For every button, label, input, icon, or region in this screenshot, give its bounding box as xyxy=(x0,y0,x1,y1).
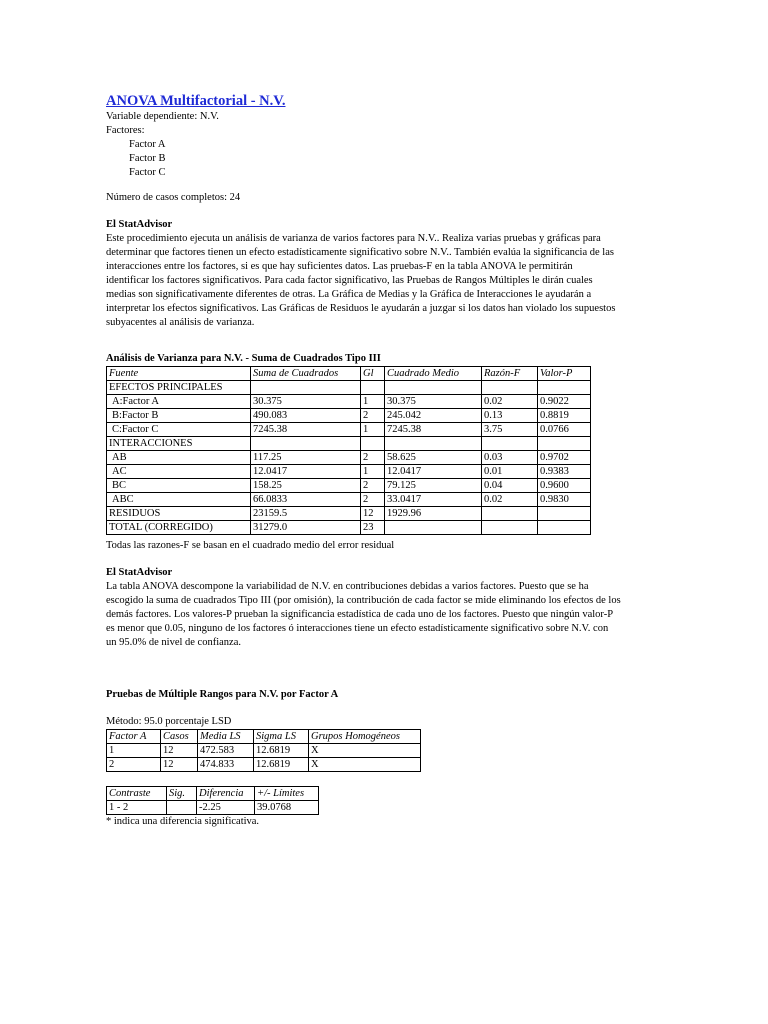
col-header: Grupos Homogéneos xyxy=(309,730,421,744)
table-cell: 30.375 xyxy=(251,395,361,409)
range-method: Método: 95.0 porcentaje LSD xyxy=(106,716,232,727)
table-cell xyxy=(482,507,538,521)
table-cell xyxy=(251,437,361,451)
table-cell xyxy=(538,381,591,395)
table-cell xyxy=(538,507,591,521)
table-cell: 3.75 xyxy=(482,423,538,437)
table-cell: 39.0768 xyxy=(255,801,319,815)
anova-note: Todas las razones-F se basan en el cuadrado medio del error residual xyxy=(106,540,395,551)
table-cell: 0.04 xyxy=(482,479,538,493)
table-cell xyxy=(385,521,482,535)
table-cell: 30.375 xyxy=(385,395,482,409)
table-cell: 12 xyxy=(161,744,198,758)
complete-cases: Número de casos completos: 24 xyxy=(106,192,241,203)
table-row xyxy=(107,744,421,758)
table-cell xyxy=(482,521,538,535)
anova-header-row xyxy=(107,367,591,381)
col-header: Gl xyxy=(361,367,385,381)
table-cell: 0.9830 xyxy=(538,493,591,507)
advisor-line: interpretar los efectos significativos. Las Gráficas de Residuos le ayudarán a juzgar si los datos han violado los supuestos xyxy=(106,303,616,314)
table-cell xyxy=(251,381,361,395)
table-cell: 2 xyxy=(361,409,385,423)
statadvisor-anova xyxy=(106,566,621,650)
table-cell: 0.0766 xyxy=(538,423,591,437)
table-cell xyxy=(538,437,591,451)
col-header: Suma de Cuadrados xyxy=(251,367,361,381)
table-cell: 33.0417 xyxy=(385,493,482,507)
table-cell xyxy=(361,437,385,451)
table-row xyxy=(107,465,591,479)
factor-item: Factor C xyxy=(129,167,166,178)
advisor-line: La tabla ANOVA descompone la variabilidad de N.V. en contribuciones debidas a varios factores. Puesto que se ha xyxy=(106,581,589,592)
dependent-variable: Variable dependiente: N.V. xyxy=(106,111,219,122)
table-cell: 0.9022 xyxy=(538,395,591,409)
table-row xyxy=(107,437,591,451)
table-cell xyxy=(167,801,197,815)
table-cell: B:Factor B xyxy=(107,409,251,423)
col-header: Diferencia xyxy=(197,787,255,801)
table-cell: 0.13 xyxy=(482,409,538,423)
col-header: Contraste xyxy=(107,787,167,801)
table-cell: 0.02 xyxy=(482,493,538,507)
range-header-row xyxy=(107,730,421,744)
table-cell: A:Factor A xyxy=(107,395,251,409)
table-cell: 12.0417 xyxy=(251,465,361,479)
table-cell: BC xyxy=(107,479,251,493)
table-cell: EFECTOS PRINCIPALES xyxy=(107,381,251,395)
range-tests-heading: Pruebas de Múltiple Rangos para N.V. por Factor A xyxy=(106,689,339,700)
table-row xyxy=(107,801,319,815)
table-cell: 117.25 xyxy=(251,451,361,465)
table-cell: 23 xyxy=(361,521,385,535)
contrast-table xyxy=(106,786,319,815)
table-cell: 2 xyxy=(361,493,385,507)
anova-table xyxy=(106,366,591,535)
table-cell: 1 xyxy=(361,423,385,437)
table-row xyxy=(107,423,591,437)
advisor-line: interacciones entre los factores, si es que hay suficientes datos. Las pruebas-F en la tabla ANOVA le permitirán xyxy=(106,261,573,272)
table-cell: 66.0833 xyxy=(251,493,361,507)
table-cell xyxy=(482,381,538,395)
contrast-header-row xyxy=(107,787,319,801)
table-cell: 31279.0 xyxy=(251,521,361,535)
table-cell: 472.583 xyxy=(198,744,254,758)
table-cell: X xyxy=(309,744,421,758)
table-cell: 12 xyxy=(161,758,198,772)
table-cell: 2 xyxy=(361,479,385,493)
factors-label: Factores: xyxy=(106,125,145,136)
table-cell: 58.625 xyxy=(385,451,482,465)
table-cell: 0.9702 xyxy=(538,451,591,465)
advisor-line: un 95.0% de nivel de confianza. xyxy=(106,637,241,648)
factor-item: Factor A xyxy=(129,139,166,150)
advisor-line: determinar que factores tienen un efecto estadísticamente significativo sobre N.V.. También evalúa la significancia de las xyxy=(106,247,614,258)
table-cell xyxy=(361,381,385,395)
col-header: Cuadrado Medio xyxy=(385,367,482,381)
table-cell: AC xyxy=(107,465,251,479)
table-cell xyxy=(482,437,538,451)
statadvisor-heading: El StatAdvisor xyxy=(106,567,173,578)
table-cell: 12.0417 xyxy=(385,465,482,479)
table-cell: RESIDUOS xyxy=(107,507,251,521)
advisor-line: subyacentes al análisis de varianza. xyxy=(106,317,255,328)
table-cell: INTERACCIONES xyxy=(107,437,251,451)
table-cell: 0.01 xyxy=(482,465,538,479)
table-cell: 1929.96 xyxy=(385,507,482,521)
table-cell: 79.125 xyxy=(385,479,482,493)
table-cell: 0.8819 xyxy=(538,409,591,423)
range-note: * indica una diferencia significativa. xyxy=(106,816,260,827)
anova-caption: Análisis de Varianza para N.V. - Suma de Cuadrados Tipo III xyxy=(106,353,381,364)
table-cell: 474.833 xyxy=(198,758,254,772)
advisor-line: demás factores. Los valores-P prueban la significancia estadística de cada uno de los factores. Puesto que ningún valor-P xyxy=(106,609,614,620)
table-cell: ABC xyxy=(107,493,251,507)
advisor-line: identificar los factores significativos. Para cada factor significativo, las Pruebas de Rangos Múltiples le dirán cuales xyxy=(106,275,593,286)
header-info xyxy=(106,110,219,180)
table-cell: 1 xyxy=(361,395,385,409)
page-title: ANOVA Multifactorial - N.V. xyxy=(106,93,286,109)
col-header: Factor A xyxy=(107,730,161,744)
table-cell: TOTAL (CORREGIDO) xyxy=(107,521,251,535)
advisor-line: Este procedimiento ejecuta un análisis de varianza de varios factores para N.V.. Realiza varias pruebas y gráficas para xyxy=(106,233,601,244)
col-header: Fuente xyxy=(107,367,251,381)
col-header: Sig. xyxy=(167,787,197,801)
table-cell: 12 xyxy=(361,507,385,521)
table-cell: 1 - 2 xyxy=(107,801,167,815)
table-cell: 12.6819 xyxy=(254,758,309,772)
col-header: Casos xyxy=(161,730,198,744)
table-cell: 490.083 xyxy=(251,409,361,423)
table-row xyxy=(107,758,421,772)
table-cell: 158.25 xyxy=(251,479,361,493)
col-header: Valor-P xyxy=(538,367,591,381)
col-header: Sigma LS xyxy=(254,730,309,744)
table-cell: 7245.38 xyxy=(385,423,482,437)
table-row xyxy=(107,409,591,423)
table-row xyxy=(107,395,591,409)
table-row xyxy=(107,507,591,521)
table-row xyxy=(107,381,591,395)
table-cell: -2.25 xyxy=(197,801,255,815)
advisor-line: es menor que 0.05, ninguno de los factores ó interacciones tiene un efecto estadísticamente significativo sobre N.V. con xyxy=(106,623,609,634)
advisor-line: medias son significativamente diferentes de otras. La Gráfica de Medias y la Gráfica de Interacciones le ayudarán a xyxy=(106,289,592,300)
table-cell: 0.03 xyxy=(482,451,538,465)
advisor-line: escogido la suma de cuadrados Tipo III (por omisión), la contribución de cada factor se mide eliminando los efectos de los xyxy=(106,595,621,606)
table-cell: 7245.38 xyxy=(251,423,361,437)
statadvisor-intro xyxy=(106,218,615,330)
table-cell: 2 xyxy=(361,451,385,465)
table-row xyxy=(107,451,591,465)
table-cell xyxy=(385,437,482,451)
col-header: +/- Límites xyxy=(255,787,319,801)
table-cell xyxy=(538,521,591,535)
table-cell: AB xyxy=(107,451,251,465)
table-cell: C:Factor C xyxy=(107,423,251,437)
table-row xyxy=(107,521,591,535)
table-cell: 23159.5 xyxy=(251,507,361,521)
table-cell: X xyxy=(309,758,421,772)
table-cell: 2 xyxy=(107,758,161,772)
table-cell: 245.042 xyxy=(385,409,482,423)
table-row xyxy=(107,479,591,493)
table-cell: 0.9600 xyxy=(538,479,591,493)
table-row xyxy=(107,493,591,507)
table-cell: 0.02 xyxy=(482,395,538,409)
col-header: Media LS xyxy=(198,730,254,744)
range-table xyxy=(106,729,421,772)
factor-item: Factor B xyxy=(129,153,166,164)
table-cell xyxy=(385,381,482,395)
table-cell: 0.9383 xyxy=(538,465,591,479)
col-header: Razón-F xyxy=(482,367,538,381)
table-cell: 1 xyxy=(107,744,161,758)
table-cell: 12.6819 xyxy=(254,744,309,758)
statadvisor-heading: El StatAdvisor xyxy=(106,219,173,230)
table-cell: 1 xyxy=(361,465,385,479)
